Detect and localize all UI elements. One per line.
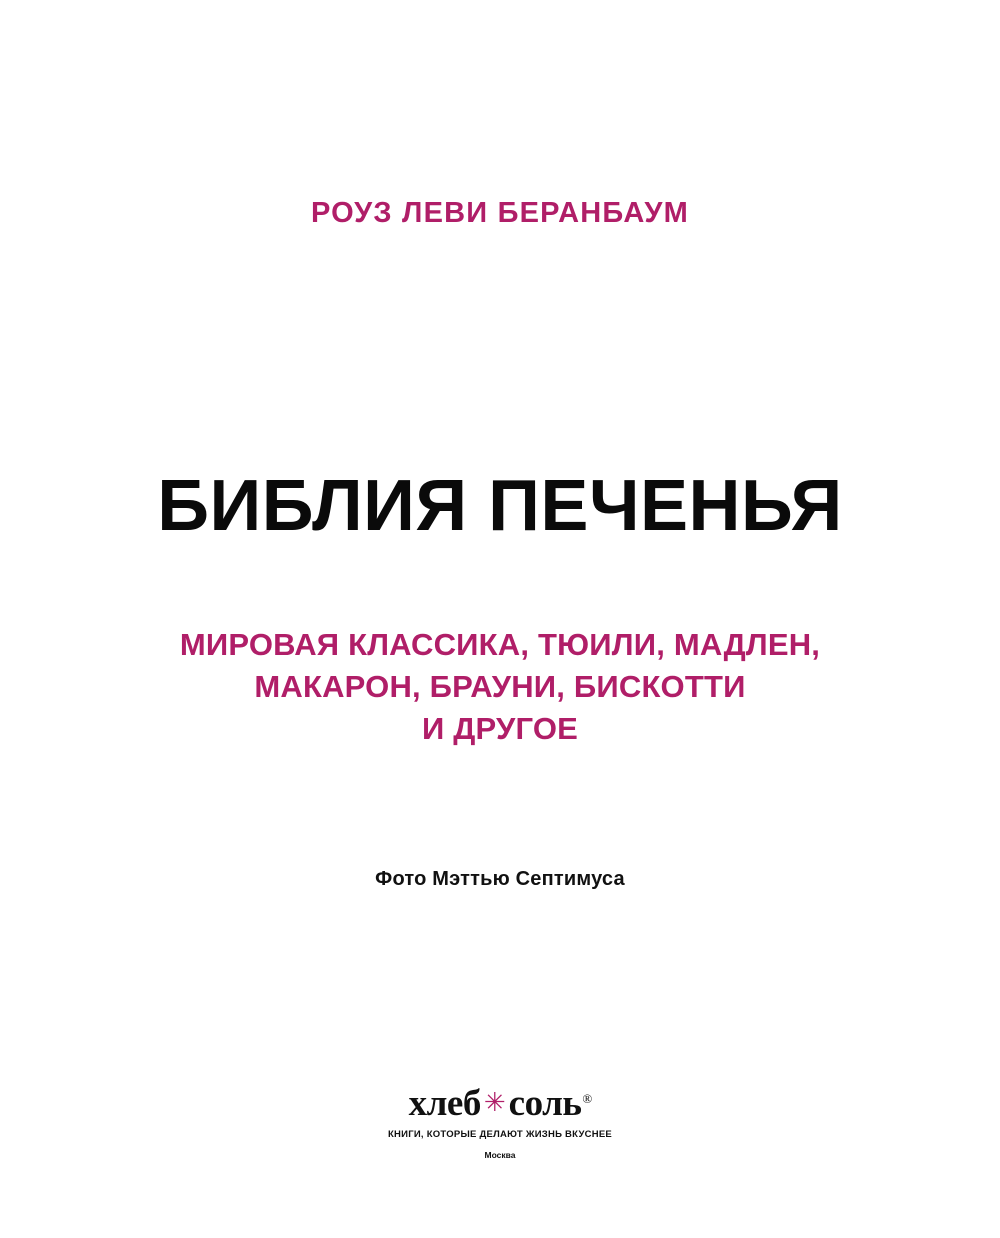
registered-trademark-icon: ® (582, 1091, 593, 1106)
publisher-block (0, 1082, 1000, 1160)
subtitle-line-2: МАКАРОН, БРАУНИ, БИСКОТТИ (254, 668, 746, 704)
author-name: РОУЗ ЛЕВИ БЕРАНБАУМ (310, 197, 690, 229)
publisher-city: Москва (484, 1150, 516, 1160)
asterisk-icon: ✳ (483, 1087, 506, 1117)
publisher-logo-part-1: хлеб (408, 1083, 481, 1124)
subtitle-line-1: МИРОВАЯ КЛАССИКА, ТЮИЛИ, МАДЛЕН, (179, 627, 821, 663)
book-title: БИБЛИЯ ПЕЧЕНЬЯ (157, 465, 843, 546)
book-subtitle (180, 624, 820, 750)
publisher-tagline: КНИГИ, КОТОРЫЕ ДЕЛАЮТ ЖИЗНЬ ВКУСНЕЕ (387, 1129, 612, 1140)
publisher-logo (409, 1082, 592, 1125)
subtitle-line-3: И ДРУГОЕ (421, 710, 579, 746)
photo-credit: Фото Мэттью Септимуса (375, 867, 625, 890)
publisher-logo-part-2: соль (508, 1083, 582, 1124)
